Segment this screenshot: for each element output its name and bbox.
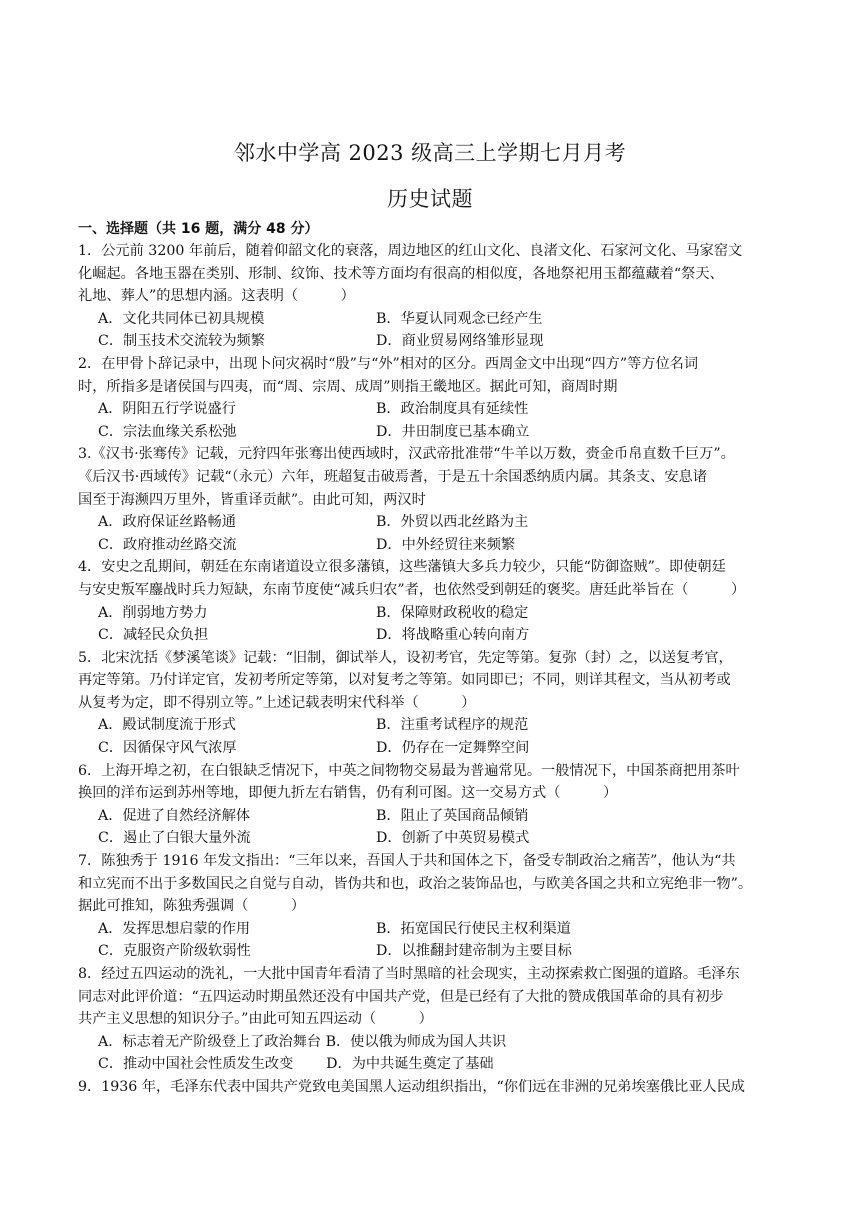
question-5-line-1: 5．北宋沈括《梦溪笔谈》记载：“旧制，御试举人，设初考官，先定等第。复弥（封）之，以送复考官， — [78, 649, 733, 666]
option-b: B．阻止了英国商品倾销 — [376, 807, 529, 824]
option-a: A．文化共同体已初具规模 — [98, 310, 265, 327]
question-3-options-row-1 — [78, 511, 788, 534]
option-c: C．遏止了白银大量外流 — [98, 830, 251, 847]
option-c: C．政府推动丝路交流 — [98, 536, 237, 553]
question-1-options-row-2 — [78, 330, 788, 353]
option-b: B．注重考试程序的规范 — [376, 717, 529, 734]
option-d: D．中外经贸往来频繁 — [376, 536, 516, 553]
question-2-options-row-2 — [78, 421, 788, 444]
question-6-line-2: 换回的洋布运到苏州等地，即便九折左右销售，仍有利可图。这一交易方式（ ） — [78, 785, 618, 802]
option-a: A．发挥思想启蒙的作用 — [98, 920, 251, 937]
question-3-line-2: 《后汉书·西域传》记载“（永元）六年，班超复击破焉耆，于是五十余国悉纳质内属。其条支、安息诸 — [78, 468, 707, 485]
question-7-options-row-1 — [78, 918, 788, 941]
question-8-options-row-1 — [78, 1031, 788, 1054]
question-3-line-1: 3.《汉书·张骞传》记载，元狩四年张骞出使西域时，汉武帝批准带“牛羊以万数，赍金币帛直数千巨万”。 — [78, 446, 735, 463]
option-a: A．阴阳五行学说盛行 — [98, 401, 236, 418]
option-cd: C．推动中国社会性质发生改变 D．为中共诞生奠定了基础 — [98, 1056, 494, 1073]
question-2-line-2: 时，所指多是诸侯国与四夷，而“周、宗周、成周”则指王畿地区。据此可知，商周时期 — [78, 378, 618, 395]
question-1-line-2: 化崛起。各地玉器在类别、形制、纹饰、技术等方面均有很高的相似度，各地祭祀用玉都蕴藏着“祭天、 — [78, 265, 724, 282]
option-b: B．拓宽国民行使民主权利渠道 — [376, 920, 571, 937]
option-d: D．井田制度已基本确立 — [376, 423, 530, 440]
question-6-options-row-1 — [78, 805, 788, 828]
question-4-options-row-2 — [78, 624, 788, 647]
question-5-line-3: 从复考为定，即不得别立等。”上述记载表明宋代科举（ ） — [78, 694, 476, 711]
option-b: B．政治制度具有延续性 — [376, 401, 529, 418]
exam-subject: 历史试题 — [387, 187, 473, 211]
question-5-options-row-1 — [78, 714, 788, 737]
question-6-options-row-2 — [78, 827, 788, 850]
question-7-line-2: 和立宪而不出于多数国民之自觉与自动，皆伪共和也，政治之装饰品也，与欧美各国之共和立宪绝非一物”。 — [78, 875, 753, 892]
question-1-line-1: 1．公元前 3200 年前后，随着仰韶文化的衰落，周边地区的红山文化、良渚文化、石家河文化、马家窑文 — [78, 243, 743, 259]
option-a: A．殿试制度流于形式 — [98, 717, 236, 734]
option-ab: A．标志着无产阶级登上了政治舞台 B．使以俄为师成为国人共识 — [98, 1033, 507, 1050]
option-d: D．仍存在一定舞弊空间 — [376, 740, 530, 757]
question-7-line-1: 7．陈独秀于 1916 年发文指出：“三年以来，吾国人于共和国体之下，备受专制政治之痛苦”，他认为“共 — [78, 853, 736, 870]
question-8-line-3: 共产主义思想的知识分子。”由此可知五四运动（ ） — [78, 1011, 433, 1028]
question-4-options-row-1 — [78, 602, 788, 625]
question-3-line-3: 国至于海濒四万里外，皆重译贡献”。由此可知，两汉时 — [78, 491, 426, 508]
question-8-line-2: 同志对此评价道：“五四运动时期虽然还没有中国共产党，但是已经有了大批的赞成俄国革命的具有初步 — [78, 988, 724, 1005]
option-b: B．外贸以西北丝路为主 — [376, 514, 529, 531]
option-c: C．制玉技术交流较为频繁 — [98, 333, 265, 350]
question-4-line-1: 4．安史之乱期间，朝廷在东南诸道设立很多藩镇，这些藩镇大多兵力较少，只能“防御盗贼”。即使朝廷 — [78, 559, 726, 576]
question-7-options-row-2 — [78, 940, 788, 963]
question-5-options-row-2 — [78, 737, 788, 760]
option-a: A．削弱地方势力 — [98, 604, 208, 621]
question-1-options-row-1 — [78, 308, 788, 331]
question-3-options-row-2 — [78, 534, 788, 557]
option-c: C．宗法血缘关系松弛 — [98, 423, 237, 440]
option-d: D．商业贸易网络雏形显现 — [376, 333, 544, 350]
option-a: A．政府保证丝路畅通 — [98, 514, 236, 531]
question-1-line-3: 礼地、葬人”的思想内涵。这表明（ ） — [78, 288, 355, 305]
option-d: D．将战略重心转向南方 — [376, 627, 530, 644]
option-b: B．华夏认同观念已经产生 — [376, 310, 543, 327]
question-6-line-1: 6．上海开埠之初，在白银缺乏情况下，中英之间物物交易最为普遍常见。一般情况下，中国茶商把用茶叶 — [78, 762, 740, 779]
option-d: D．以推翻封建帝制为主要目标 — [376, 943, 572, 960]
question-2-options-row-1 — [78, 398, 788, 421]
question-8-line-1: 8．经过五四运动的洗礼，一大批中国青年看清了当时黑暗的社会现实，主动探索救亡图强的道路。毛泽东 — [78, 966, 740, 982]
exam-title: 邻水中学高 2023 级高三上学期七月月考 — [233, 141, 627, 165]
question-9-line-1: 9．1936 年，毛泽东代表中国共产党致电美国黑人运动组织指出，“你们远在非洲的兄弟埃塞俄比亚人民成 — [78, 1078, 745, 1095]
question-2-line-1: 2．在甲骨卜辞记录中，出现卜问灾祸时“殷”与“外”相对的区分。西周金文中出现“四方”等方位名词 — [78, 355, 699, 372]
option-c: C．减轻民众负担 — [98, 627, 209, 644]
question-5-line-2: 再定等第。乃付详定官，发初考所定等第，以对复考之等第。如同即已；不同，则详其程文，当从初考或 — [78, 672, 731, 689]
section-heading: 一、选择题（共 16 题，满分 48 分） — [78, 221, 319, 237]
option-d: D．创新了中英贸易模式 — [376, 830, 530, 847]
question-4-line-2: 与安史叛军鏖战时兵力短缺，东南节度使“减兵归农”者，也依然受到朝廷的褒奖。唐廷此举旨在（ ） — [78, 581, 746, 598]
option-b: B．保障财政税收的稳定 — [376, 604, 529, 621]
question-8-options-row-2 — [78, 1053, 788, 1076]
option-c: C．因循保守风气浓厚 — [98, 740, 237, 757]
question-list — [78, 240, 788, 1099]
option-a: A．促进了自然经济解体 — [98, 807, 251, 824]
question-7-line-3: 据此可推知，陈独秀强调（ ） — [78, 898, 306, 915]
option-c: C．克服资产阶级软弱性 — [98, 943, 251, 960]
